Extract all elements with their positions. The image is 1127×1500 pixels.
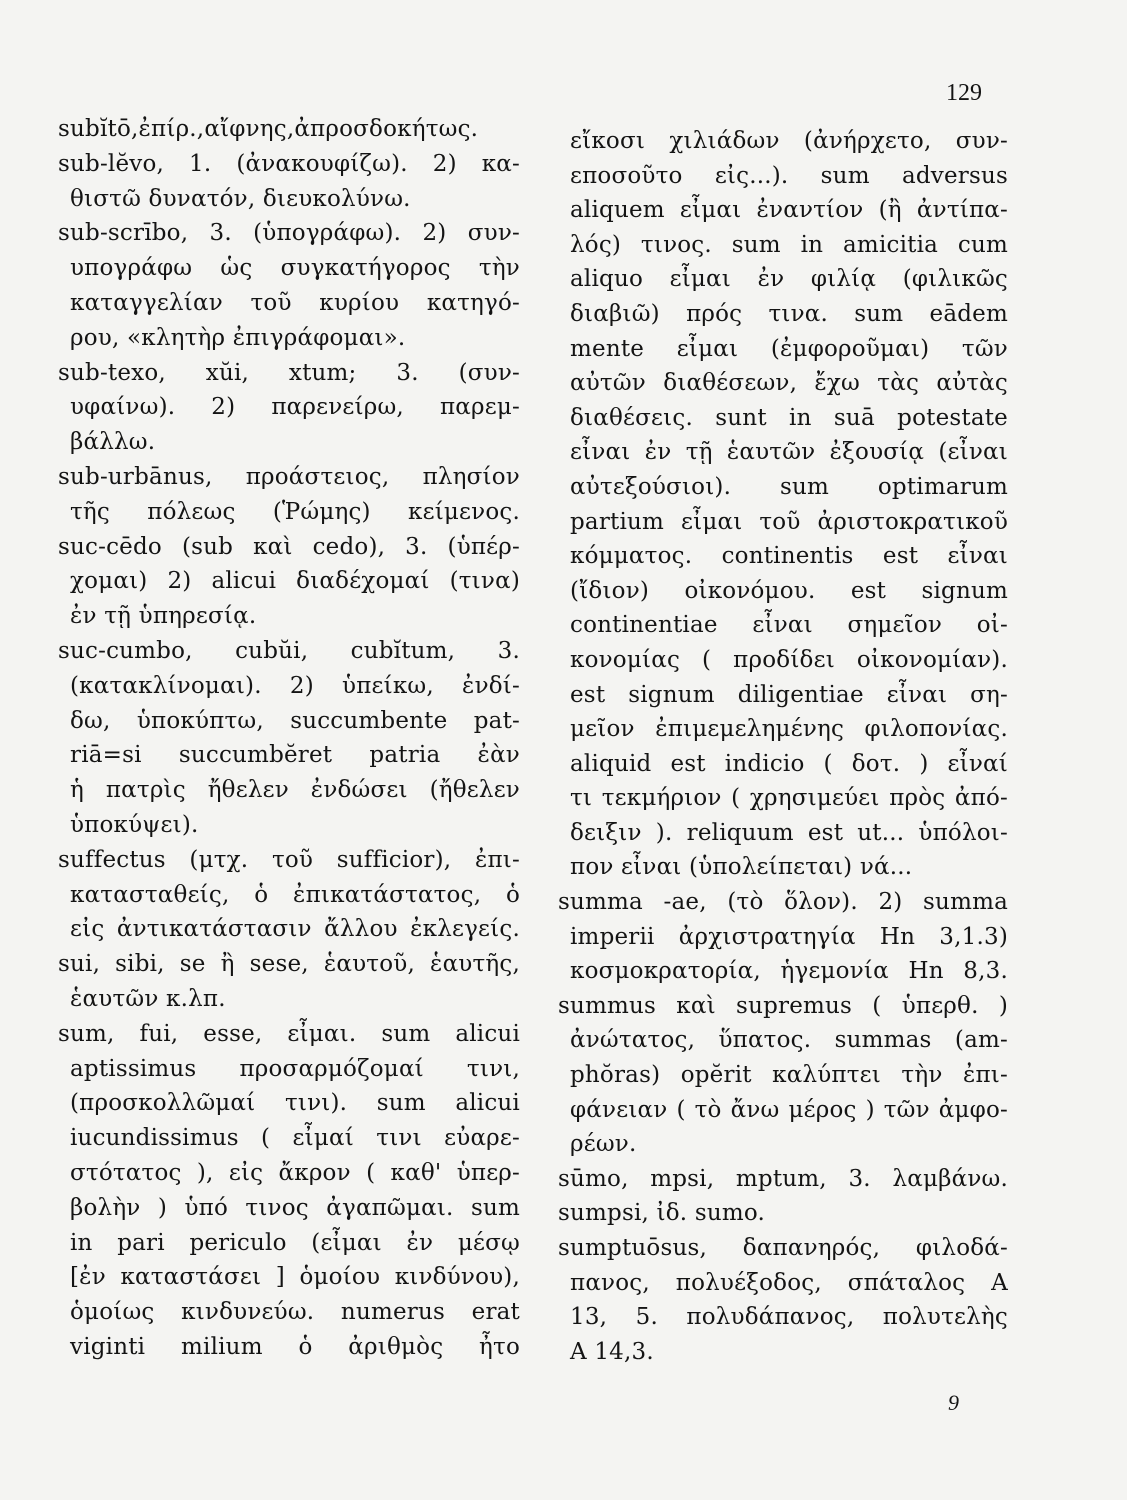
entry-continuation-line: εἶναι ἐν τῇ ἑαυτῶν ἐξουσίᾳ (εἶναι bbox=[570, 439, 1008, 466]
entry-continuation-line: iucundissimus ( εἶμαί τινι εὐαρε- bbox=[70, 1125, 520, 1152]
entry-continuation-line: aliquo εἶμαι ἐν φιλίᾳ (φιλικῶς bbox=[570, 266, 1008, 293]
entry-continuation-line: ἡ πατρὶς ἤθελεν ἐνδώσει (ἤθελεν bbox=[70, 777, 520, 804]
entry-continuation-line: εἴκοσι χιλιάδων (ἀνήρχετο, συν- bbox=[570, 128, 1008, 154]
entry-continuation-line: mente εἶμαι (ἐμφοροῦμαι) τῶν bbox=[570, 335, 1008, 362]
entry-continuation-line: aliquid est indicio ( δοτ. ) εἶναί bbox=[570, 750, 1008, 777]
entry-continuation-line: στότατος ), εἰς ἄκρον ( καθ' ὑπερ- bbox=[70, 1159, 520, 1186]
entry-continuation-line: continentiae εἶναι σημεῖον οἰ- bbox=[570, 612, 1008, 639]
entry-headword-line: suc-cumbo, cubŭi, cubĭtum, 3. bbox=[58, 637, 520, 664]
entry-headword-line: sub-urbānus, προάστειος, πλησίον bbox=[58, 463, 520, 490]
entry-headword-line: sui, sibi, se ἢ sese, ἑαυτοῦ, ἑαυτῆς, bbox=[58, 951, 520, 978]
entry-continuation-line: viginti milium ὁ ἀριθμὸς ἦτο bbox=[70, 1333, 520, 1360]
entry-continuation-line: κατασταθείς, ὁ ἐπικατάστατος, ὁ bbox=[70, 881, 520, 908]
entry-continuation-line: partium εἶμαι τοῦ ἀριστοκρατικοῦ bbox=[570, 508, 1008, 535]
signature-mark: 9 bbox=[948, 1390, 959, 1415]
right-column bbox=[558, 124, 1008, 1369]
entry-headword-line: sumptuōsus, δαπανηρός, φιλοδά- bbox=[558, 1235, 1008, 1261]
entry-continuation-line: ὁμοίως κινδυνεύω. numerus erat bbox=[70, 1299, 520, 1326]
entry-continuation-line: θιστῶ δυνατόν, διευκολύνω. bbox=[70, 185, 411, 212]
entry-continuation-line: εποσοῦτο εἰς...). sum adversus bbox=[570, 162, 1008, 189]
entry-continuation-line: τι τεκμήριον ( χρησιμεύει πρὸς ἀπό- bbox=[570, 785, 1008, 812]
entry-continuation-line: (προσκολλῶμαί τινι). sum alicui bbox=[70, 1090, 520, 1117]
entry-continuation-line: κονομίας ( προδίδει οἰκονομίαν). bbox=[570, 646, 1008, 673]
entry-headword-line: sub-scrībo, 3. (ὑπογράφω). 2) συν- bbox=[58, 220, 520, 247]
entry-continuation-line: est signum diligentiae εἶναι ση- bbox=[570, 681, 1008, 708]
entry-continuation-line: δω, ὑποκύπτω, succumbente pat- bbox=[70, 707, 520, 734]
entry-continuation-line: aptissimus προσαρμόζομαί τινι, bbox=[70, 1055, 520, 1082]
entry-continuation-line: πον εἶναι (ὑπολείπεται) νά... bbox=[570, 854, 913, 881]
entry-headword-line: summa -ae, (τὸ ὅλον). 2) summa bbox=[558, 889, 1008, 916]
entry-continuation-line: καταγγελίαν τοῦ κυρίου κατηγό- bbox=[70, 289, 520, 316]
entry-continuation-line: αὐτῶν διαθέσεων, ἔχω τὰς αὐτὰς bbox=[570, 370, 1008, 397]
entry-continuation-line: υφαίνω). 2) παρενείρω, παρεμ- bbox=[70, 394, 520, 421]
entry-continuation-line: ἐν τῇ ὑπηρεσίᾳ. bbox=[70, 603, 257, 630]
page-number: 129 bbox=[946, 80, 982, 106]
entry-continuation-line: φάνειαν ( τὸ ἄνω μέρος ) τῶν ἀμφο- bbox=[570, 1096, 1008, 1123]
entry-headword-line: suffectus (μτχ. τοῦ sufficior), ἐπι- bbox=[58, 846, 520, 873]
entry-continuation-line: υπογράφω ὡς συγκατήγορος τὴν bbox=[70, 255, 520, 282]
entry-headword-line: suc-cēdo (sub καὶ cedo), 3. (ὑπέρ- bbox=[58, 533, 520, 560]
entry-continuation-line: αὐτεξούσιοι). sum optimarum bbox=[570, 473, 1008, 500]
entry-continuation-line: πανος, πολυέξοδος, σπάταλος A bbox=[570, 1269, 1008, 1296]
entry-continuation-line: κόμματος. continentis est εἶναι bbox=[570, 543, 1008, 570]
entry-headword-line: sūmo, mpsi, mptum, 3. λαμβάνω. bbox=[558, 1165, 1008, 1192]
entry-headword-line: sub-texo, xŭi, xtum; 3. (συν- bbox=[58, 359, 520, 386]
entry-headword-line: sub-lĕvo, 1. (ἀνακουφίζω). 2) κα- bbox=[58, 150, 520, 177]
entry-continuation-line: ρου, «κλητὴρ ἐπιγράφομαι». bbox=[70, 324, 406, 351]
left-column bbox=[58, 112, 520, 1365]
entry-continuation-line: 13, 5. πολυδάπανος, πολυτελὴς bbox=[570, 1304, 1008, 1331]
entry-continuation-line: aliquem εἶμαι ἐναντίον (ἢ ἀντίπα- bbox=[570, 197, 1008, 224]
entry-continuation-line: riā=si succumbĕret patria ἐὰν bbox=[70, 742, 520, 769]
entry-continuation-line: διαθέσεις. sunt in suā potestate bbox=[570, 404, 1008, 431]
entry-headword-line: sum, fui, esse, εἶμαι. sum alicui bbox=[58, 1020, 520, 1047]
entry-continuation-line: ὑποκύψει). bbox=[70, 811, 199, 838]
entry-continuation-line: τῆς πόλεως (Ῥώμης) κείμενος. bbox=[70, 498, 520, 525]
entry-continuation-line: κοσμοκρατορία, ἡγεμονία Hn 8,3. bbox=[570, 958, 1008, 985]
entry-continuation-line: in pari periculo (εἶμαι ἐν μέσῳ bbox=[70, 1229, 520, 1256]
entry-headword-line: summus καὶ supremus ( ὑπερθ. ) bbox=[558, 992, 1008, 1019]
entry-continuation-line: ἑαυτῶν κ.λπ. bbox=[70, 985, 226, 1012]
entry-continuation-line: εἰς ἀντικατάστασιν ἄλλου ἐκλεγείς. bbox=[70, 916, 520, 943]
entry-continuation-line: μεῖον ἐπιμεμελημένης φιλοπονίας. bbox=[570, 716, 1008, 743]
entry-continuation-line: phŏras) opĕrit καλύπτει τὴν ἐπι- bbox=[570, 1062, 1008, 1089]
entry-headword-line: subĭtō,ἐπίρ.,αἴφνης,ἀπροσδοκήτως. bbox=[58, 116, 479, 142]
entry-continuation-line: imperii ἀρχιστρατηγία Hn 3,1.3) bbox=[570, 923, 1008, 950]
entry-continuation-line: ἀνώτατος, ὕπατος. summas (am- bbox=[570, 1027, 1008, 1054]
entry-continuation-line: δειξιν ). reliquum est ut... ὑπόλοι- bbox=[570, 819, 1008, 846]
entry-continuation-line: βολὴν ) ὑπό τινος ἀγαπῶμαι. sum bbox=[70, 1194, 520, 1221]
entry-continuation-line: (ἴδιον) οἰκονόμου. est signum bbox=[570, 577, 1008, 604]
entry-continuation-line: A 14,3. bbox=[570, 1338, 654, 1365]
entry-continuation-line: (κατακλίνομαι). 2) ὑπείκω, ἐνδί- bbox=[70, 672, 520, 699]
entry-continuation-line: [ἐν καταστάσει ] ὁμοίου κινδύνου), bbox=[70, 1264, 520, 1291]
entry-continuation-line: χομαι) 2) alicui διαδέχομαί (τινα) bbox=[70, 568, 520, 595]
entry-headword-line: sumpsi, ἰδ. sumo. bbox=[558, 1200, 765, 1227]
entry-continuation-line: λός) τινος. sum in amicitia cum bbox=[570, 231, 1008, 258]
entry-continuation-line: ρέων. bbox=[570, 1131, 637, 1158]
entry-continuation-line: βάλλω. bbox=[70, 429, 156, 456]
entry-continuation-line: διαβιῶ) πρός τινα. sum eādem bbox=[570, 300, 1008, 327]
